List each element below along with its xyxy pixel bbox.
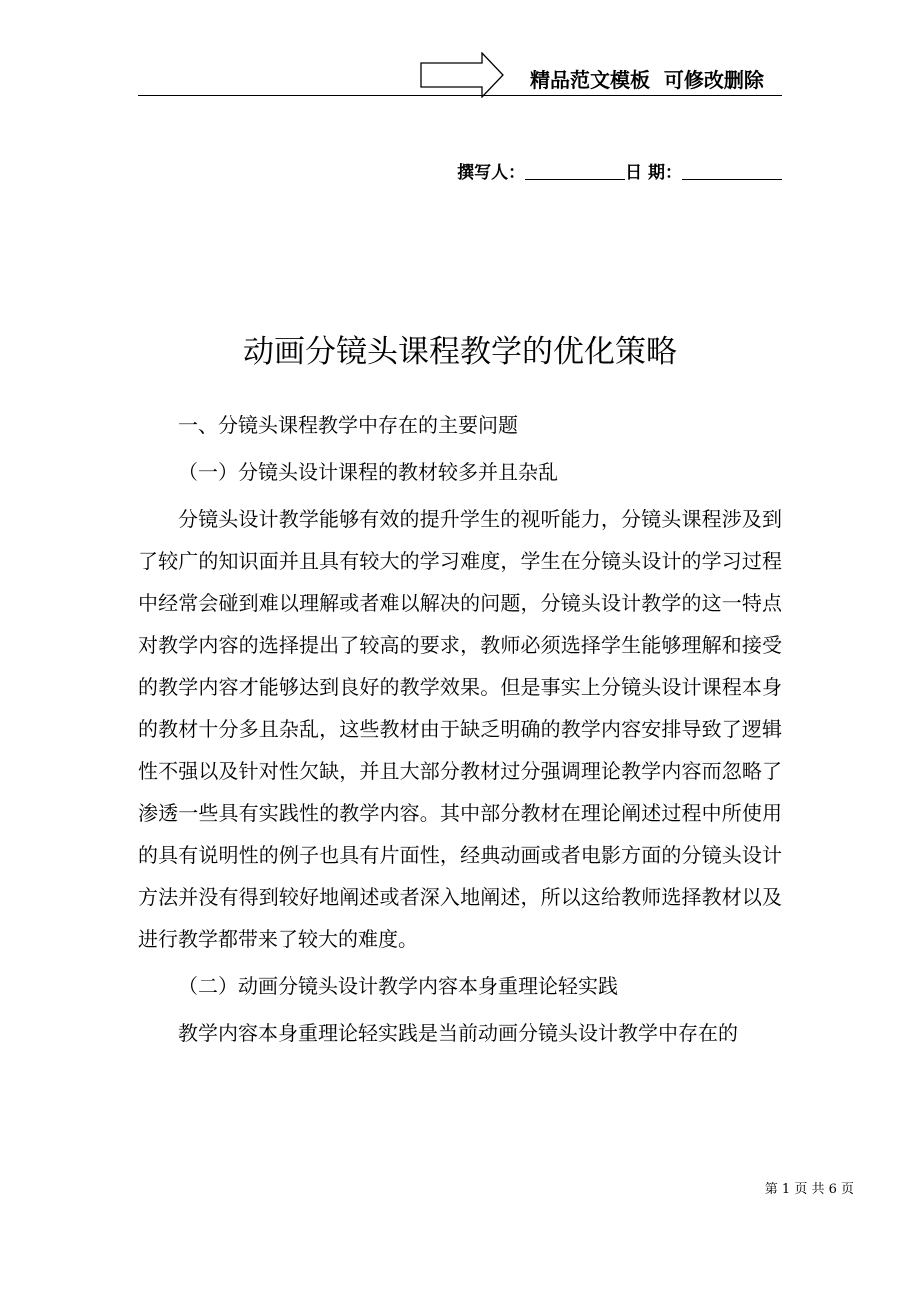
- right-arrow-outline-icon: [420, 52, 504, 98]
- subsection-heading: （二）动画分镜头设计教学内容本身重理论轻实践: [178, 974, 618, 998]
- section-heading: 一、分镜头课程教学中存在的主要问题: [178, 413, 518, 437]
- document-body: [138, 404, 782, 1059]
- author-blank: [525, 161, 625, 180]
- author-date-line: [457, 160, 782, 186]
- author-label: 撰写人：: [457, 163, 526, 183]
- template-header-label: 精品范文模板 可修改删除: [530, 68, 764, 92]
- subsection-heading: （一）分镜头设计课程的教材较多并且杂乱: [178, 460, 558, 484]
- date-label: 日 期：: [625, 163, 682, 183]
- document-title: 动画分镜头课程教学的优化策略: [243, 334, 677, 370]
- body-paragraph: 分镜头设计教学能够有效的提升学生的视听能力，分镜头课程涉及到了较广的知识面并且具有较大的学习难度，学生在分镜头设计的学习过程中经常会碰到难以理解或者难以解决的问题，分镜头设计教学的这一特点对教学内容的选择提出了较高的要求，教师必须选择学生能够理解和接受的教学内容才能够达到良好的教学效果。但是事实上分镜头设计课程本身的教材十分多且杂乱，这些教材由于缺乏明确的教学内容安排导致了逻辑性不强以及针对性欠缺，并且大部分教材过分强调理论教学内容而忽略了渗透一些具有实践性的教学内容。其中部分教材在理论阐述过程中所使用的具有说明性的例子也具有片面性，经典动画或者电影方面的分镜头设计方法并没有得到较好地阐述或者深入地阐述，所以这给教师选择教材以及进行教学都带来了较大的难度。: [138, 507, 782, 951]
- body-paragraph: 教学内容本身重理论轻实践是当前动画分镜头设计教学中存在的: [178, 1021, 738, 1045]
- header-divider: [138, 95, 782, 96]
- date-blank: [682, 161, 782, 180]
- page-number: 第 1 页 共 6 页: [764, 1182, 854, 1197]
